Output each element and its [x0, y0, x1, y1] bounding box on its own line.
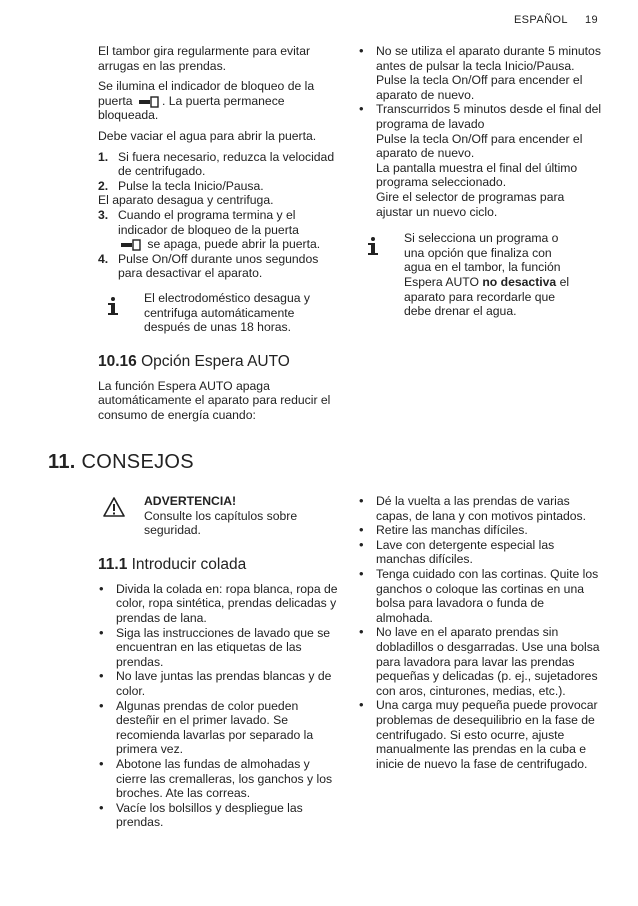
- bullet: •: [99, 799, 104, 815]
- door-lock-icon: [138, 96, 160, 108]
- info-note: Si selecciona un programa o una opción que finaliza con agua en el tambor, la función Espera AUTO no desactiva el aparato para recordarle que debe drenar el agua.: [358, 231, 576, 319]
- bullet: •: [99, 697, 104, 713]
- list-item-text: Lave con detergente especial las manchas difíciles.: [376, 537, 555, 567]
- list-item: [358, 567, 602, 625]
- list-item: [98, 699, 343, 757]
- right-bottom-column: [358, 494, 602, 771]
- section-heading: 11.1 Introducir colada: [98, 555, 247, 573]
- info-icon: [102, 295, 124, 317]
- bullet: •: [359, 522, 364, 538]
- bullet: •: [359, 624, 364, 640]
- door-lock-icon: [120, 239, 142, 251]
- steps-list: [98, 150, 343, 194]
- list-item: 2. Pulse la tecla Inicio/Pausa.: [98, 178, 264, 193]
- bullet: •: [99, 755, 104, 771]
- steps-list: [98, 208, 343, 281]
- list-item-text: Abotone las fundas de almohadas y cierre las cremalleras, los ganchos y los broches. Ate las correas.: [116, 756, 333, 801]
- list-item-text: Divida la colada en: ropa blanca, ropa de color, ropa sintética, prendas delicadas y prendas de lana.: [116, 581, 338, 625]
- list-item: 1. Si fuera necesario, reduzca la velocidad de centrifugado.: [98, 149, 335, 179]
- info-note: El electrodoméstico desagua y centrifuga automáticamente después de unas 18 horas.: [98, 291, 319, 335]
- bullet: •: [359, 565, 364, 581]
- list-item: [358, 625, 602, 698]
- page-header: [514, 13, 598, 28]
- bullet: •: [99, 624, 104, 640]
- list-item-text: Retire las manchas difíciles.: [376, 523, 528, 538]
- paragraph: Se ilumina el indicador de bloqueo de la puerta . La puerta permanece bloqueada.: [98, 79, 315, 123]
- bullet: •: [99, 668, 104, 684]
- warning-note: ADVERTENCIA! Consulte los capítulos sobre seguridad.: [98, 494, 319, 538]
- list-item: • No se utiliza el aparato durante 5 minutos antes de pulsar la tecla Inicio/Pausa. Pulse la tecla On/Off para encender el aparato de nuevo.: [359, 43, 601, 102]
- list-item-text: Algunas prendas de color pueden desteñir en el primer lavado. Se recomienda lavarlas por separado la primera vez.: [116, 698, 314, 757]
- paragraph: El tambor gira regularmente para evitar arrugas en las prendas.: [98, 44, 311, 73]
- section-heading: 10.16 Opción Espera AUTO: [98, 352, 290, 370]
- paragraph: Debe vaciar el agua para abrir la puerta.: [98, 128, 317, 143]
- paragraph: La función Espera AUTO apaga automáticamente el aparato para reducir el consumo de energía cuando:: [98, 378, 331, 422]
- bullet: •: [99, 580, 104, 596]
- chapter-heading: 11. CONSEJOS: [48, 451, 194, 473]
- list-item-text: Dé la vuelta a las prendas de varias capas, de lana y con motivos pintados.: [376, 494, 587, 523]
- list-item-text: Vacíe los bolsillos y despliegue las prendas.: [116, 800, 303, 830]
- bullet-list: [358, 494, 602, 771]
- list-item-text: Una carga muy pequeña puede provocar problemas de desequilibrio en la fase de centrifugado. Si esto ocurre, ajuste manualmente las prendas en la cuba e inicie de nuevo la fase de centrifugado.: [376, 698, 598, 771]
- left-bottom-column: [98, 494, 343, 830]
- page-number: 19: [584, 14, 598, 26]
- list-item-text: No lave juntas las prendas blancas y de color.: [116, 669, 332, 698]
- list-item-text: Tenga cuidado con las cortinas. Quite los ganchos o coloque las cortinas en una bolsa para lavadora o funda de almohada.: [376, 566, 599, 625]
- bullet: •: [359, 697, 364, 713]
- list-item-text: Siga las instrucciones de lavado que se encuentran en las etiquetas de las prendas.: [116, 625, 331, 669]
- list-item: [98, 626, 343, 670]
- list-item: 3. Cuando el programa termina y el indicador de bloqueo de la puerta se apaga, puede abrir la puerta.: [98, 207, 321, 252]
- list-item-text: No lave en el aparato prendas sin dobladillos o desgarradas. Use una bolsa para lavadora para lavar las prendas pequeñas y delicadas (p. ej., sujetadores con aros, cinturones, medias, etc.).: [376, 625, 600, 698]
- list-item: [358, 494, 602, 523]
- list-item: [358, 523, 602, 538]
- list-item: [358, 698, 602, 771]
- bullet: •: [359, 493, 364, 508]
- right-top-column: [358, 44, 602, 319]
- bullet-list: [358, 44, 602, 219]
- info-icon: [362, 235, 384, 257]
- section-name: ESPAÑOL: [513, 14, 568, 26]
- paragraph: El aparato desagua y centrifuga.: [98, 193, 274, 208]
- bullet-list: [98, 582, 343, 830]
- list-item: [98, 582, 343, 626]
- list-item: [98, 801, 343, 830]
- left-top-column: [98, 44, 343, 428]
- list-item: • Transcurridos 5 minutos desde el final del programa de lavado Pulse la tecla On/Off para encender el aparato de nuevo. La pantalla muestra el final del último programa seleccionado. Gire el selector de programas para ajustar un nuevo ciclo.: [359, 101, 602, 219]
- list-item: [358, 538, 602, 567]
- list-item: 4. Pulse On/Off durante unos segundos para desactivar el aparato.: [98, 251, 319, 281]
- bullet: •: [359, 536, 364, 552]
- list-item: [98, 757, 343, 801]
- list-item: [98, 669, 343, 698]
- warning-icon: [102, 496, 126, 518]
